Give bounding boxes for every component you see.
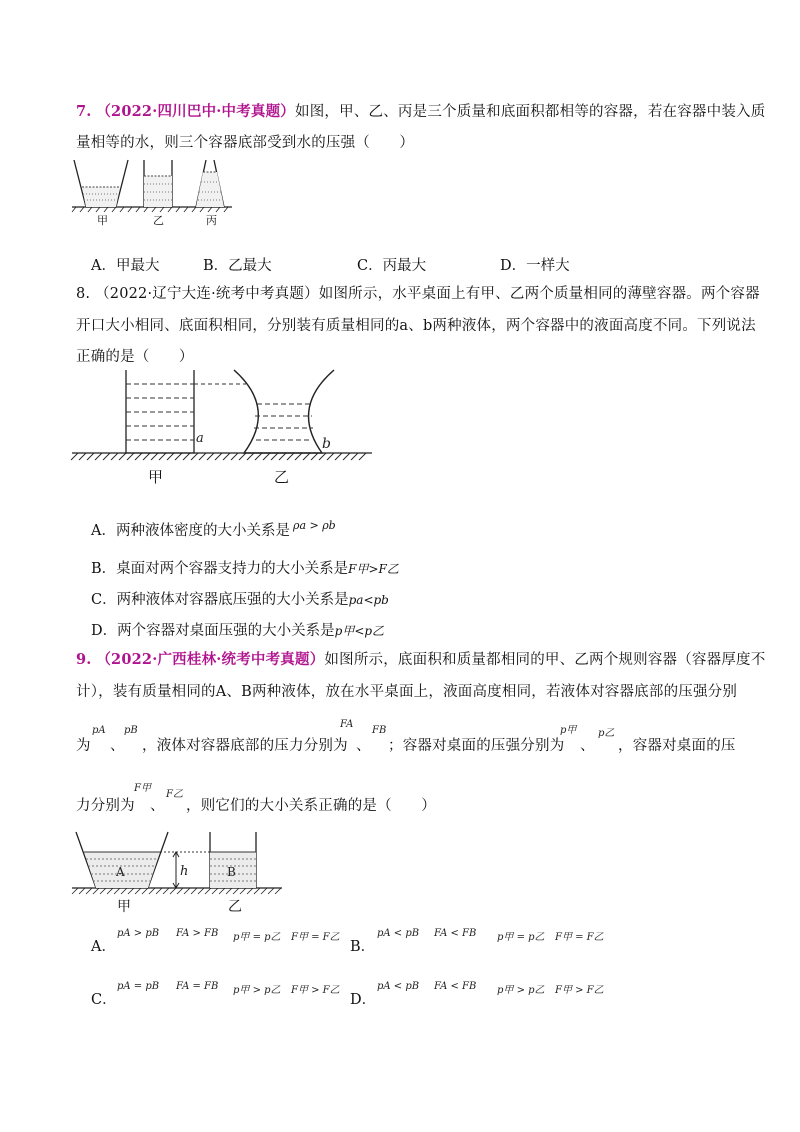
q8-option-b-text: 桌面对两个容器支持力的大小关系是	[116, 561, 349, 577]
q8-option-c-letter: C．	[91, 592, 117, 608]
q9-line1	[76, 648, 765, 669]
q7-option-b-letter: B．	[203, 258, 229, 274]
q7-fig-label-bing: 丙	[206, 214, 217, 227]
q9-line4b	[186, 794, 436, 815]
q9-label-A: A	[116, 865, 125, 879]
q9-option-c-2: FA = FB	[176, 981, 219, 992]
q7-line2	[76, 131, 414, 152]
q7-option-d[interactable]	[500, 254, 570, 275]
q9-sym-p-jia: p甲	[560, 725, 577, 736]
q9-line3c	[388, 734, 564, 755]
q8-option-d-text: 两个容器对桌面压强的大小关系是	[117, 623, 335, 639]
q8-option-d-letter: D．	[91, 623, 118, 639]
q7-option-a-text: 甲最大	[115, 258, 160, 274]
q8-container-yi	[234, 370, 334, 453]
q8-fig-label-jia: 甲	[148, 468, 164, 486]
q8-line1	[76, 282, 760, 303]
q9-text-3a: 为	[76, 738, 91, 754]
q7-option-d-letter: D．	[500, 258, 527, 274]
q9-option-a-1: pA > pB	[117, 928, 160, 939]
q8-figure	[72, 368, 382, 463]
q8-option-c[interactable]	[91, 588, 389, 609]
q9-fig-label-jia: 甲	[117, 899, 131, 915]
q9-figure	[72, 830, 292, 900]
q8-text-3: 正确的是（ ）	[76, 349, 194, 365]
q9-label-B: B	[227, 865, 236, 879]
q9-option-d-2: FA < FB	[434, 981, 477, 992]
q8-text-1: 如图所示，水平桌面上有甲、乙两个质量相同的薄壁容器。两个容器	[318, 286, 760, 302]
q9-text-3c: ；容器对桌面的压强分别为	[388, 738, 565, 754]
q9-option-c-1: pA = pB	[117, 981, 160, 992]
q9-option-c-letter: C．	[91, 992, 117, 1008]
q8-option-c-text: 两种液体对容器底压强的大小关系是	[116, 592, 349, 608]
q8-label-a: a	[196, 431, 204, 446]
q9-text-3d: ，容器对桌面的压	[618, 738, 736, 754]
q9-option-b[interactable]	[350, 935, 375, 956]
q9-option-d-3: p甲 > p乙	[497, 985, 545, 996]
q9-line3	[76, 734, 91, 755]
q9-option-a-letter: A．	[91, 939, 116, 955]
q9-source: （2022·广西桂林·统考中考真题）	[96, 651, 325, 668]
q8-option-b-letter: B．	[91, 561, 117, 577]
q7-number: 7.	[76, 103, 92, 120]
q9-sym-FA: FA	[340, 719, 354, 730]
q7-option-c-text: 丙最大	[382, 258, 427, 274]
q9-line2	[76, 680, 737, 701]
q9-option-a-3: p甲 = p乙	[233, 932, 281, 943]
q7-text-2: 量相等的水，则三个容器底部受到水的压强（ ）	[76, 135, 415, 151]
q9-option-b-4: F甲 = F乙	[555, 932, 604, 943]
q9-option-b-2: FA < FB	[434, 928, 477, 939]
q7-option-b-text: 乙最大	[228, 258, 272, 274]
q9-sym-pA: pA	[92, 725, 106, 736]
q7-option-a-letter: A．	[91, 258, 116, 274]
q9-option-b-letter: B．	[350, 939, 376, 955]
q8-line2	[76, 314, 756, 335]
q9-label-h: h	[180, 864, 189, 879]
q9-line3d	[618, 734, 736, 755]
q9-option-a-4: F甲 = F乙	[291, 932, 340, 943]
q9-sep-3: 、	[580, 738, 595, 754]
q9-option-c-4: F甲 > F乙	[291, 985, 340, 996]
q9-text-4a: 力分别为	[76, 798, 135, 814]
q7-fig-label-yi: 乙	[153, 214, 164, 227]
q7-option-d-text: 一样大	[526, 258, 570, 274]
q7-option-b[interactable]	[203, 254, 272, 275]
q8-option-a[interactable]	[91, 519, 336, 540]
q8-option-a-math: ρa > ρb	[292, 519, 336, 532]
q7-line1	[76, 100, 765, 121]
q8-option-a-text: 两种液体密度的大小关系是	[115, 523, 290, 539]
q7-text-1: 如图，甲、乙、丙是三个质量和底面积都相等的容器，若在容器中装入质	[295, 104, 766, 120]
q9-option-d[interactable]	[350, 988, 376, 1009]
q8-option-b[interactable]	[91, 557, 399, 578]
q7-fig-label-jia: 甲	[97, 214, 108, 227]
q9-line3b	[142, 734, 348, 755]
q8-number: 8.	[76, 286, 91, 302]
q9-option-d-1: pA < pB	[377, 981, 420, 992]
q8-text-2: 开口大小相同、底面积相同，分别装有质量相同的a、b两种液体，两个容器中的液面高度不同。下列说法	[76, 318, 756, 334]
q7-option-c-letter: C．	[357, 258, 383, 274]
q9-option-a-2: FA > FB	[176, 928, 219, 939]
q8-line3	[76, 345, 194, 366]
q9-text-4b: ，则它们的大小关系正确的是（ ）	[186, 798, 436, 814]
q9-number: 9.	[76, 651, 92, 668]
q9-sep-2: 、	[356, 738, 371, 754]
q8-option-a-letter: A．	[91, 523, 116, 539]
q9-line4	[76, 794, 135, 815]
q9-option-c[interactable]	[91, 988, 117, 1009]
q8-option-d[interactable]	[91, 619, 384, 640]
q7-option-c[interactable]	[357, 254, 426, 275]
q9-fig-label-yi: 乙	[228, 899, 242, 915]
q8-option-b-math: F甲>F乙	[348, 562, 399, 576]
q7-source: （2022·四川巴中·中考真题）	[96, 103, 296, 120]
q7-option-a[interactable]	[91, 254, 159, 275]
q9-option-c-3: p甲 > p乙	[233, 985, 281, 996]
q8-option-c-math: pa<pb	[348, 593, 389, 607]
q9-option-d-4: F甲 > F乙	[555, 985, 604, 996]
q9-text-2: 计），装有质量相同的A、B两种液体，放在水平桌面上，液面高度相同，若液体对容器底部的压强分别	[76, 684, 738, 700]
q9-text-3b: ，液体对容器底部的压力分别为	[142, 738, 348, 754]
q9-sym-pB: pB	[124, 725, 138, 736]
q8-fig-label-yi: 乙	[274, 468, 290, 486]
q9-sym-FB: FB	[372, 725, 387, 736]
q9-sym-F-yi: F乙	[166, 789, 183, 800]
q9-sep-4: 、	[150, 798, 165, 814]
q9-text-1: 如图所示，底面积和质量都相同的甲、乙两个规则容器（容器厚度不	[324, 652, 766, 668]
q9-sep-1: 、	[110, 738, 125, 754]
q9-option-b-3: p甲 = p乙	[497, 932, 545, 943]
q9-option-d-letter: D．	[350, 992, 377, 1008]
q8-source: （2022·辽宁大连·统考中考真题）	[95, 286, 319, 302]
q9-sym-p-yi: p乙	[598, 728, 615, 739]
q8-label-b: b	[322, 436, 331, 452]
q9-option-b-1: pA < pB	[377, 928, 420, 939]
q8-option-d-math: p甲<p乙	[334, 624, 385, 638]
q9-option-a[interactable]	[91, 935, 116, 956]
q9-sym-F-jia: F甲	[134, 783, 151, 794]
